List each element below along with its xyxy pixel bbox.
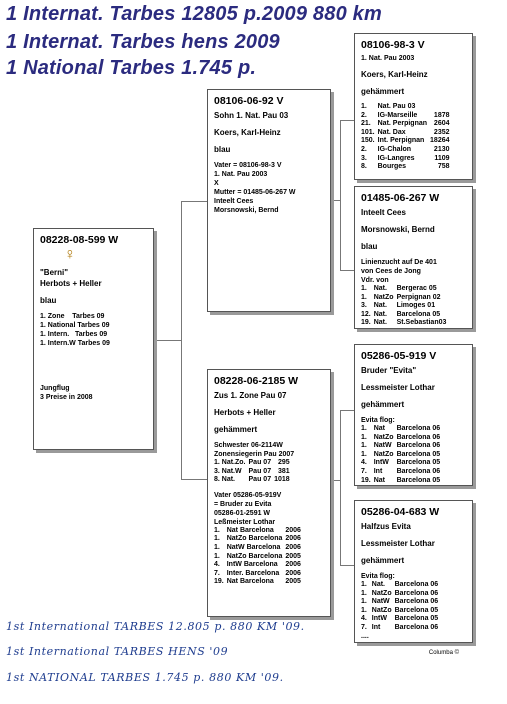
sire-detail: Mutter = 01485-06-267 W	[214, 189, 296, 196]
connector-dam-vertical	[340, 410, 341, 565]
dam-dam-card	[354, 500, 473, 643]
table-row: 8. Bourges 758	[361, 163, 450, 171]
dam-father-line: = Bruder zu Evita	[214, 500, 272, 508]
ss-results-table	[361, 103, 453, 172]
dam-line: gehämmert	[214, 425, 258, 434]
sire-card	[207, 89, 331, 312]
heading-line-2: 1 Internat. Tarbes hens 2009	[6, 31, 280, 53]
connector-to-dam	[181, 479, 207, 480]
ss-line: Koers, Karl-Heinz	[361, 70, 428, 79]
subject-result: 1. Intern. Tarbes 09	[40, 331, 108, 338]
table-row: 3. Nat.W Pau 07 381	[214, 467, 290, 475]
subject-card	[33, 228, 154, 450]
table-row: 101. Nat. Dax 2352	[361, 128, 450, 136]
sd-line: Morsnowski, Bernd	[361, 225, 435, 234]
connector-to-sire	[181, 201, 207, 202]
table-row: 2. IG-Chalon 2130	[361, 145, 450, 153]
table-row: 1. NatZo Perpignan 02	[361, 293, 441, 301]
dam-line: Zus 1. Zone Pau 07	[214, 391, 287, 400]
connector-subject-stem	[154, 340, 182, 341]
table-row: 1. NatZo Barcelona 05	[361, 606, 439, 614]
table-row: 7. Int Barcelona 06	[361, 467, 441, 475]
sire-line: blau	[214, 145, 231, 154]
handwritten-line-2: 1st International TARBES HENS '09	[6, 645, 229, 658]
table-row: 19. Nat. St.Sebastian03	[361, 319, 447, 327]
handwritten-line-1: 1st International TARBES 12.805 p. 880 KM '09.	[6, 620, 305, 633]
ds-ring: 05286-05-919 V	[361, 350, 437, 362]
sire-detail: Morsnowski, Bernd	[214, 207, 279, 214]
ds-line: gehämmert	[361, 400, 405, 409]
dd-line: Halfzus Evita	[361, 522, 411, 531]
subject-note: Jungflug	[40, 385, 70, 392]
table-row: 1. NatW Barcelona 06	[361, 442, 441, 450]
table-row: 150. Int. Perpignan 18264	[361, 137, 450, 145]
dd-line: gehämmert	[361, 556, 405, 565]
table-row: 1. NatW Barcelona 06	[361, 598, 439, 606]
dam-father-results-table	[214, 527, 304, 587]
dam-father-line: 05286-01-2591 W	[214, 509, 271, 517]
ds-flog-label: Evita flog:	[361, 417, 395, 424]
dd-line: Lessmeister Lothar	[361, 539, 435, 548]
sd-ring: 01485-06-267 W	[361, 192, 440, 204]
table-row: 1. Nat. Barcelona 06	[361, 581, 439, 588]
sire-detail: 1. Nat. Pau 2003	[214, 171, 268, 178]
sire-detail: X	[214, 180, 219, 187]
sd-note: Linienzucht auf De 401	[361, 259, 437, 266]
subject-ring-number: 08228-08-599 W	[40, 234, 119, 246]
table-row: 1. NatZo Barcelona 06	[361, 433, 441, 441]
table-row: 1. Nat. Pau 03	[361, 103, 416, 110]
sire-ring: 08106-06-92 V	[214, 95, 284, 107]
ds-line: Lessmeister Lothar	[361, 383, 435, 392]
subject-name: "Berni"	[40, 268, 69, 277]
sire-detail: Vater = 08106-98-3 V	[214, 162, 282, 169]
handwritten-line-3: 1st NATIONAL TARBES 1.745 p. 880 KM '09.	[6, 671, 284, 684]
sd-results-table	[361, 285, 449, 328]
table-row: 1. Nat Barcelona 2006	[214, 526, 301, 534]
table-row: 1. NatZo Barcelona 05	[361, 450, 441, 458]
heading-line-3: 1 National Tarbes 1.745 p.	[6, 57, 257, 79]
table-row: 1. NatW Barcelona 2006	[214, 543, 301, 551]
table-row: 12. Nat. Barcelona 05	[361, 310, 441, 318]
table-row: 8. Nat. Pau 07 1018	[214, 476, 290, 484]
sire-sire-card	[354, 33, 473, 180]
dam-card	[207, 369, 331, 617]
ds-results-table	[361, 425, 443, 485]
table-row: 7. Int Barcelona 06	[361, 623, 439, 631]
subject-result: 1. Intern.W Tarbes 09	[40, 340, 110, 347]
table-row: 4. IntW Barcelona 2006	[214, 561, 301, 569]
sd-line: blau	[361, 242, 378, 251]
dam-sister-line: Zonensiegerin Pau 2007	[214, 451, 295, 458]
table-row: 19. Nat Barcelona 05	[361, 476, 441, 484]
dam-father-line: Leßmeister Lothar	[214, 518, 276, 526]
table-row: 1. NatZo Barcelona 2006	[214, 535, 301, 543]
table-row: 1. Nat Barcelona 06	[361, 425, 441, 432]
table-row: 4. IntW Barcelona 05	[361, 615, 439, 623]
table-row: 2. IG-Marseille 1878	[361, 111, 450, 119]
ss-line: gehämmert	[361, 87, 405, 96]
subject-color: blau	[40, 296, 57, 305]
dam-sister-results-table	[214, 459, 293, 485]
dd-ring: 05286-04-683 W	[361, 506, 440, 518]
sire-detail: Inteelt Cees	[214, 198, 254, 205]
connector-to-ss	[340, 120, 354, 121]
table-row: 7. Inter. Barcelona 2006	[214, 569, 301, 577]
subject-ring	[40, 234, 147, 264]
table-row: 1. Nat.Zo. Pau 07 295	[214, 459, 290, 466]
sd-line: Inteelt Cees	[361, 208, 406, 217]
ss-line: 1. Nat. Pau 2003	[361, 55, 415, 62]
subject-note: 3 Preise in 2008	[40, 394, 93, 401]
table-row: 21. Nat. Perpignan 2604	[361, 120, 450, 128]
dd-flog-label: Evita flog:	[361, 573, 395, 580]
subject-breeder: Herbots + Heller	[40, 279, 102, 288]
footer-credit: Columba ©	[428, 650, 459, 656]
dam-sire-card	[354, 344, 473, 486]
subject-result: 1. National Tarbes 09	[40, 322, 110, 329]
heading-line-1: 1 Internat. Tarbes 12805 p.2009 880 km	[6, 3, 382, 25]
sire-line: Koers, Karl-Heinz	[214, 128, 281, 137]
dam-sister-line: Schwester 06-2114W	[214, 442, 283, 449]
table-row: 3. Nat. Limoges 01	[361, 302, 436, 310]
sd-note: von Cees de Jong	[361, 268, 421, 275]
connector-subject-vertical	[181, 201, 182, 479]
ss-ring: 08106-98-3 V	[361, 39, 425, 51]
subject-result: 1. Zone Tarbes 09	[40, 313, 105, 320]
sd-note: Vdr. von	[361, 277, 389, 284]
table-row: 1. Nat. Bergerac 05	[361, 285, 437, 292]
connector-sire-vertical	[340, 120, 341, 270]
connector-to-ds	[340, 410, 354, 411]
connector-to-dd	[340, 565, 354, 566]
table-row: ....	[361, 632, 369, 640]
table-row: 1. NatZo Barcelona 06	[361, 589, 439, 597]
dd-results-table	[361, 581, 441, 641]
female-symbol-icon: ♀	[64, 246, 76, 263]
dam-father-line: Vater 05286-05-919V	[214, 491, 282, 499]
sire-line: Sohn 1. Nat. Pau 03	[214, 111, 289, 120]
sire-dam-card	[354, 186, 473, 329]
table-row: 4. IntW Barcelona 05	[361, 459, 441, 467]
dam-line: Herbots + Heller	[214, 408, 276, 417]
table-row: 19. Nat Barcelona 2005	[214, 578, 301, 586]
table-row: 3. IG-Langres 1109	[361, 154, 450, 162]
connector-to-sd	[340, 270, 354, 271]
dam-ring: 08228-06-2185 W	[214, 375, 299, 387]
ds-line: Bruder "Evita"	[361, 366, 417, 375]
table-row: 1. NatZo Barcelona 2005	[214, 552, 301, 560]
